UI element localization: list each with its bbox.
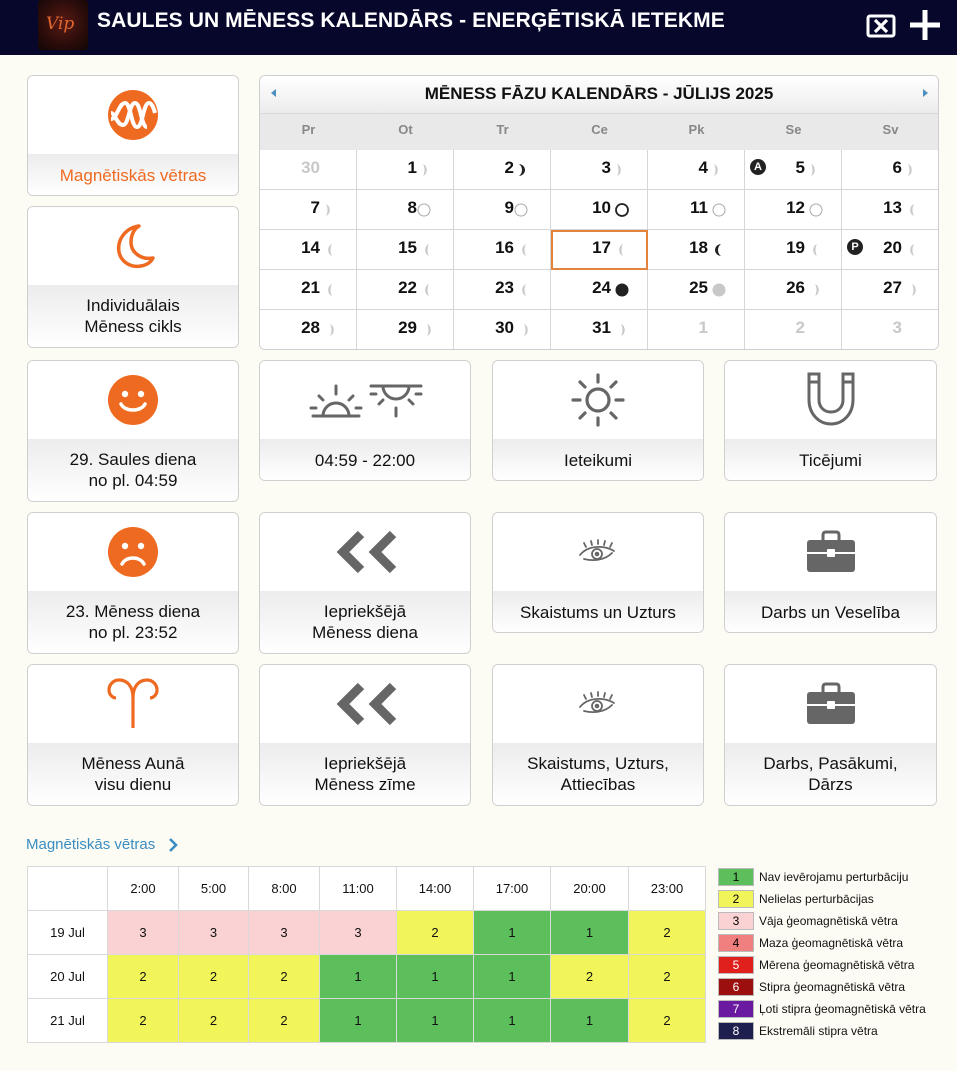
table-row — [28, 955, 706, 999]
calendar-day[interactable] — [648, 310, 745, 350]
label-line1: Skaistums, Uzturs, — [527, 754, 669, 773]
tile-label: Magnētiskās vētras — [28, 154, 238, 195]
time-header: 11:00 — [320, 867, 397, 911]
sad-face-icon — [107, 526, 159, 578]
waxing-crescent-icon — [320, 203, 334, 217]
legend-label: Mērena ģeomagnētiskā vētra — [759, 958, 915, 972]
day-number: 17 — [592, 238, 611, 257]
day-number: 2 — [504, 158, 514, 177]
legend-swatch: 5 — [718, 956, 754, 974]
magnetic-wave-icon — [107, 89, 159, 141]
calendar-day[interactable] — [260, 230, 357, 270]
calendar-header — [260, 76, 938, 114]
label-line1: Iepriekšējā — [323, 602, 407, 621]
storm-level-cell: 3 — [108, 911, 179, 955]
day-number: 10 — [592, 198, 611, 217]
waning-crescent-icon — [518, 283, 532, 297]
calendar-day[interactable] — [454, 270, 551, 310]
storm-level-cell: 1 — [397, 999, 474, 1043]
tile-label: Ticējumi — [725, 439, 936, 480]
gibbous-moon-icon — [809, 203, 823, 217]
first-quarter-moon-icon — [514, 163, 528, 177]
storm-level-cell: 1 — [397, 955, 474, 999]
time-header: 5:00 — [179, 867, 249, 911]
horseshoe-icon — [801, 370, 861, 430]
waning-crescent-icon — [421, 243, 435, 257]
storm-level-cell: 3 — [249, 911, 320, 955]
legend-label: Ekstremāli stipra vētra — [759, 1024, 878, 1038]
calendar-day[interactable] — [260, 190, 357, 230]
calendar-day[interactable] — [842, 310, 939, 350]
label-line2: visu dienu — [94, 775, 172, 794]
storm-level-cell: 3 — [320, 911, 397, 955]
calendar-day[interactable] — [551, 150, 648, 190]
tile-label: Skaistums un Uzturs — [493, 591, 703, 632]
waxing-crescent-icon — [518, 323, 532, 337]
storm-level-cell: 2 — [179, 999, 249, 1043]
waxing-crescent-icon — [324, 323, 338, 337]
gibbous-moon-icon — [712, 203, 726, 217]
weekday-label: Tr — [496, 122, 509, 137]
label-line1: 29. Saules diena — [69, 450, 197, 469]
time-header: 14:00 — [397, 867, 474, 911]
sunrise-sunset-icon — [303, 378, 427, 422]
storm-level-cell: 2 — [629, 911, 706, 955]
legend-swatch: 4 — [718, 934, 754, 952]
calendar-day[interactable] — [842, 150, 939, 190]
legend-label: Stipra ģeomagnētiskā vētra — [759, 980, 906, 994]
weekday-label: Ce — [591, 122, 608, 137]
day-number: 12 — [786, 198, 805, 217]
calendar-day[interactable] — [648, 270, 745, 310]
storm-level-cell: 3 — [179, 911, 249, 955]
label-line2: no pl. 04:59 — [88, 471, 178, 490]
legend-label: Nelielas perturbācijas — [759, 892, 874, 906]
day-number: 23 — [495, 278, 514, 297]
waxing-crescent-icon — [805, 163, 819, 177]
day-number: 4 — [698, 158, 708, 177]
tile-label: Ieteikumi — [493, 439, 703, 480]
day-number: 20 — [883, 238, 902, 257]
day-number: 22 — [398, 278, 417, 297]
app-header — [0, 0, 957, 55]
legend-swatch: 6 — [718, 978, 754, 996]
tile-label: 04:59 - 22:00 — [260, 439, 470, 480]
page-title: SAULES UN MĒNESS KALENDĀRS - ENERĢĒTISKĀ IETEKME — [97, 9, 725, 32]
storm-level-cell: 2 — [108, 999, 179, 1043]
calendar-day[interactable] — [551, 230, 648, 270]
tile-label: Darbs un Veselība — [725, 591, 936, 632]
eye-icon — [578, 689, 618, 719]
legend-swatch: 2 — [718, 890, 754, 908]
storm-level-cell: 2 — [249, 999, 320, 1043]
day-number: 7 — [310, 198, 320, 217]
eye-icon — [578, 537, 618, 567]
label-line1: Mēness Aunā — [81, 754, 185, 773]
time-header: 23:00 — [629, 867, 706, 911]
calendar-title: MĒNESS FĀZU KALENDĀRS - JŪLIJS 2025 — [424, 84, 774, 103]
tile-icon-area — [28, 207, 238, 285]
waning-crescent-icon — [324, 243, 338, 257]
label-line1: 23. Mēness diena — [65, 602, 201, 621]
day-number: 26 — [786, 278, 805, 297]
tile-advice[interactable] — [492, 360, 704, 481]
storm-level-cell: 2 — [249, 955, 320, 999]
label-line2: Attiecības — [560, 775, 636, 794]
day-number: 28 — [301, 318, 320, 337]
next-month-icon[interactable] — [923, 89, 928, 97]
label-line1: Individuālais — [86, 296, 180, 315]
storm-level-cell: 2 — [397, 911, 474, 955]
calendar-day[interactable] — [260, 150, 357, 190]
day-number: 27 — [883, 278, 902, 297]
tile-sun-day[interactable] — [27, 360, 239, 502]
tile-icon-area — [493, 361, 703, 439]
app-logo — [38, 0, 88, 50]
dark-moon-icon — [712, 283, 726, 297]
calendar-day[interactable] — [357, 190, 454, 230]
day-number: 25 — [689, 278, 708, 297]
double-chevron-left-icon — [331, 528, 399, 576]
day-number: 5 — [795, 158, 805, 177]
time-header: 2:00 — [108, 867, 179, 911]
day-number: 15 — [398, 238, 417, 257]
tile-icon-area — [493, 665, 703, 743]
day-number: 24 — [592, 278, 611, 297]
weekday-label: Pk — [688, 122, 705, 137]
tile-icon-area — [28, 513, 238, 591]
waning-crescent-icon — [518, 243, 532, 257]
day-number: 2 — [795, 318, 805, 337]
label-line2: Mēness cikls — [84, 317, 182, 336]
table-header-row — [28, 867, 706, 911]
gibbous-moon-icon — [514, 203, 528, 217]
calendar-day[interactable] — [648, 150, 745, 190]
legend-swatch: 1 — [718, 868, 754, 886]
last-quarter-moon-icon — [712, 243, 726, 257]
full-moon-icon — [615, 203, 629, 217]
storm-level-cell: 1 — [551, 911, 629, 955]
chevron-right-icon[interactable] — [168, 838, 179, 852]
time-header: 20:00 — [551, 867, 629, 911]
tile-label — [28, 591, 238, 653]
storm-table-body — [28, 911, 706, 1043]
label-line1: Darbs, Pasākumi, — [763, 754, 898, 773]
tile-beauty-relationships[interactable] — [492, 664, 704, 806]
tile-icon-area — [493, 513, 703, 591]
tile-work-events-garden[interactable] — [724, 664, 937, 806]
tile-label — [493, 743, 703, 805]
day-number: 21 — [301, 278, 320, 297]
storm-level-cell: 2 — [629, 999, 706, 1043]
tile-work-health[interactable] — [724, 512, 937, 633]
day-number: 11 — [690, 198, 708, 217]
weekday-label: Se — [785, 122, 802, 137]
storm-level-cell: 1 — [474, 955, 551, 999]
tile-prev-moon-sign[interactable] — [259, 664, 471, 806]
day-number: 8 — [407, 198, 417, 217]
waxing-crescent-icon — [902, 163, 916, 177]
day-number: 1 — [407, 158, 417, 177]
legend-label: Vāja ģeomagnētiskā vētra — [759, 914, 898, 928]
moon-phase-calendar — [259, 75, 939, 350]
waxing-crescent-icon — [906, 283, 920, 297]
weekday-row — [260, 114, 938, 150]
label-line2: Mēness diena — [312, 623, 418, 642]
tile-icon-area — [260, 361, 470, 439]
calendar-day[interactable] — [745, 230, 842, 270]
tile-beauty-nutrition[interactable] — [492, 512, 704, 633]
tile-icon-area — [28, 361, 238, 439]
waning-crescent-icon — [615, 243, 629, 257]
storm-forecast-table — [27, 866, 706, 1043]
perigee-badge: P — [847, 239, 863, 255]
time-header: 8:00 — [249, 867, 320, 911]
waxing-crescent-icon — [708, 163, 722, 177]
tile-icon-area — [260, 665, 470, 743]
calendar-day[interactable] — [454, 150, 551, 190]
tile-label — [28, 743, 238, 805]
day-number: 1 — [698, 318, 708, 337]
aries-sign-icon — [105, 676, 161, 732]
waning-crescent-icon — [421, 283, 435, 297]
calendar-day[interactable] — [357, 150, 454, 190]
legend-label: Maza ģeomagnētiskā vētra — [759, 936, 904, 950]
tile-magnetic-storms[interactable] — [27, 75, 239, 196]
tile-prev-moon-day[interactable] — [259, 512, 471, 654]
storm-level-cell: 2 — [629, 955, 706, 999]
label-line2: Dārzs — [808, 775, 853, 794]
legend-label: Ļoti stipra ģeomagnētiskā vētra — [759, 1002, 926, 1016]
calendar-day[interactable] — [648, 190, 745, 230]
day-number: 30 — [495, 318, 514, 337]
calendar-day[interactable] — [357, 230, 454, 270]
waxing-crescent-icon — [809, 283, 823, 297]
day-number: 14 — [301, 238, 320, 257]
waning-crescent-icon — [906, 203, 920, 217]
label-line1: Iepriekšējā — [323, 754, 407, 773]
legend-swatch: 7 — [718, 1000, 754, 1018]
waning-crescent-icon — [809, 243, 823, 257]
table-row — [28, 911, 706, 955]
legend-label: Nav ievērojamu perturbāciju — [759, 870, 909, 884]
day-number: 31 — [592, 318, 611, 337]
smiley-face-icon — [107, 374, 159, 426]
waxing-crescent-icon — [615, 323, 629, 337]
day-number: 3 — [601, 158, 611, 177]
calendar-day[interactable] — [745, 270, 842, 310]
calendar-day[interactable] — [745, 310, 842, 350]
sun-icon — [570, 372, 626, 428]
calendar-day[interactable] — [745, 190, 842, 230]
day-number: 18 — [689, 238, 708, 257]
tile-icon-area — [28, 665, 238, 743]
tile-icon-area — [28, 76, 238, 154]
date-cell: 19 Jul — [28, 911, 108, 955]
storm-level-cell: 1 — [320, 955, 397, 999]
label-line2: no pl. 23:52 — [88, 623, 178, 642]
time-header: 17:00 — [474, 867, 551, 911]
storm-level-cell: 2 — [179, 955, 249, 999]
tile-sunrise-sunset[interactable] — [259, 360, 471, 481]
calendar-day[interactable] — [551, 190, 648, 230]
tile-icon-area — [725, 665, 936, 743]
storm-level-cell: 2 — [108, 955, 179, 999]
waning-crescent-icon — [906, 243, 920, 257]
weekday-label: Pr — [301, 122, 316, 137]
header-cell — [28, 867, 108, 911]
calendar-day[interactable] — [648, 230, 745, 270]
calendar-day[interactable] — [454, 310, 551, 350]
weekday-label: Sv — [882, 122, 899, 137]
calendar-day[interactable] — [357, 270, 454, 310]
legend-swatch: 3 — [718, 912, 754, 930]
calendar-day[interactable] — [454, 190, 551, 230]
storm-level-cell: 1 — [551, 999, 629, 1043]
waxing-crescent-icon — [417, 163, 431, 177]
tile-label — [28, 439, 238, 501]
day-number: 19 — [786, 238, 805, 257]
storm-level-cell: 1 — [474, 999, 551, 1043]
calendar-day[interactable] — [454, 230, 551, 270]
tile-icon-area — [725, 513, 936, 591]
briefcase-icon — [805, 530, 857, 574]
briefcase-icon — [805, 682, 857, 726]
logo-text: Vip — [46, 14, 75, 34]
storm-level-cell: 1 — [320, 999, 397, 1043]
tile-label — [28, 285, 238, 347]
calendar-day[interactable] — [842, 190, 939, 230]
calendar-day[interactable] — [260, 310, 357, 350]
day-number: 6 — [892, 158, 902, 177]
weekday-label: Ot — [398, 122, 413, 137]
new-moon-icon — [615, 283, 629, 297]
table-row — [28, 999, 706, 1043]
close-icon[interactable] — [864, 8, 898, 42]
day-number: 3 — [892, 318, 902, 337]
waxing-crescent-icon — [611, 163, 625, 177]
day-number: 13 — [883, 198, 902, 217]
tile-label — [260, 743, 470, 805]
tile-moon-sign[interactable] — [27, 664, 239, 806]
day-number: 30 — [301, 158, 320, 177]
tile-moon-cycle[interactable] — [27, 206, 239, 348]
waning-crescent-icon — [324, 283, 338, 297]
day-number: 16 — [495, 238, 514, 257]
calendar-day[interactable] — [260, 270, 357, 310]
crescent-moon-icon — [109, 222, 157, 270]
tile-beliefs[interactable] — [724, 360, 937, 481]
day-number: 9 — [504, 198, 514, 217]
calendar-day[interactable] — [551, 270, 648, 310]
tile-moon-day[interactable] — [27, 512, 239, 654]
tile-icon-area — [260, 513, 470, 591]
tile-label — [260, 591, 470, 653]
gibbous-moon-icon — [417, 203, 431, 217]
add-icon[interactable] — [908, 8, 942, 42]
double-chevron-left-icon — [331, 680, 399, 728]
legend-swatch: 8 — [718, 1022, 754, 1040]
tile-icon-area — [725, 361, 936, 439]
label-line2: Mēness zīme — [314, 775, 416, 794]
calendar-day[interactable] — [551, 310, 648, 350]
storm-level-cell: 1 — [474, 911, 551, 955]
waxing-crescent-icon — [421, 323, 435, 337]
tile-label — [725, 743, 936, 805]
date-cell: 20 Jul — [28, 955, 108, 999]
day-number: 29 — [398, 318, 417, 337]
calendar-day[interactable] — [357, 310, 454, 350]
storm-level-cell: 2 — [551, 955, 629, 999]
date-cell: 21 Jul — [28, 999, 108, 1043]
apogee-badge: A — [750, 159, 766, 175]
magnetic-storms-link[interactable]: Magnētiskās vētras — [26, 836, 156, 853]
calendar-day[interactable] — [842, 270, 939, 310]
